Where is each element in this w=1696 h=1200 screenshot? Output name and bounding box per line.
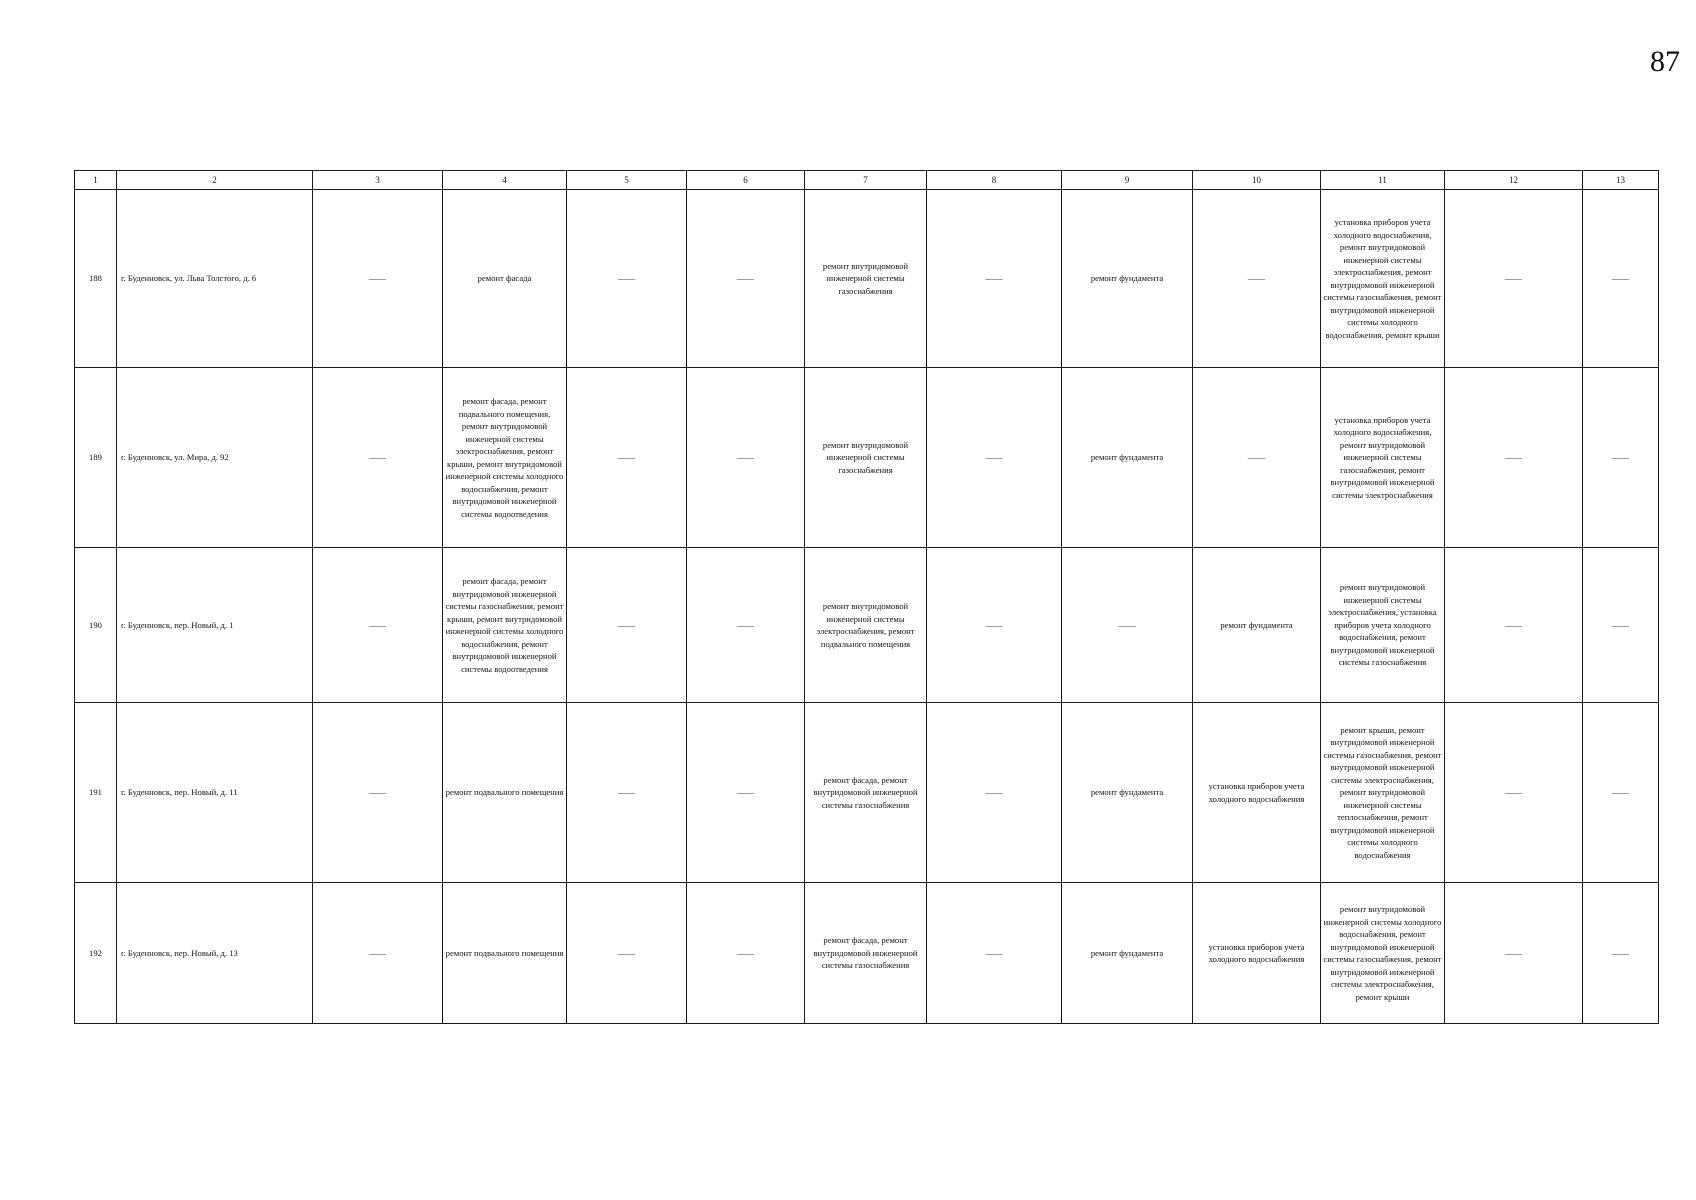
table-cell: ремонт внутридомовой инженерной системы электроснабжения, ремонт подвального помещения [805, 548, 927, 703]
table-cell: —— [1193, 368, 1321, 548]
table-cell: ремонт фасада, ремонт внутридомовой инженерной системы газоснабжения [805, 703, 927, 883]
row-number: 190 [75, 548, 117, 703]
row-number: 188 [75, 190, 117, 368]
table-cell: —— [1445, 190, 1583, 368]
table-cell: установка приборов учета холодного водоснабжения [1193, 703, 1321, 883]
column-header: 3 [313, 171, 443, 190]
address-cell: г. Буденновск, пер. Новый, д. 1 [117, 548, 313, 703]
table-cell: —— [1583, 703, 1659, 883]
table-cell: —— [313, 548, 443, 703]
table-row [75, 548, 1659, 703]
column-header: 5 [567, 171, 687, 190]
table-cell: ремонт фасада [443, 190, 567, 368]
table-cell: ремонт крыши, ремонт внутридомовой инженерной системы газоснабжения, ремонт внутридомовой инженерной системы электроснабжения, ремонт внутридомовой инженерной системы теплоснабжения, ремонт внутридомовой инженерной системы холодного водоснабжения [1321, 703, 1445, 883]
table-cell: —— [1445, 368, 1583, 548]
table-cell: —— [313, 190, 443, 368]
table-cell: ремонт фундамента [1062, 883, 1193, 1024]
table-cell: —— [1583, 368, 1659, 548]
table-cell: —— [687, 368, 805, 548]
table-cell: —— [687, 883, 805, 1024]
table-cell: ремонт внутридомовой инженерной системы холодного водоснабжения, ремонт внутридомовой инженерной системы газоснабжения, ремонт внутридомовой инженерной системы электроснабжения, ремонт крыши [1321, 883, 1445, 1024]
table-row [75, 190, 1659, 368]
table-cell: ремонт подвального помещения [443, 703, 567, 883]
table-cell: —— [687, 190, 805, 368]
column-number-row [75, 171, 1659, 190]
table-cell: —— [1193, 190, 1321, 368]
column-header: 4 [443, 171, 567, 190]
table-cell: —— [1583, 883, 1659, 1024]
repair-register-table [74, 170, 1659, 1024]
table-cell: —— [1583, 548, 1659, 703]
table-cell: —— [1445, 548, 1583, 703]
table-cell: —— [927, 703, 1062, 883]
table-cell: —— [567, 190, 687, 368]
table-cell: ремонт фундамента [1193, 548, 1321, 703]
table-cell: —— [1445, 703, 1583, 883]
column-header: 1 [75, 171, 117, 190]
column-header: 12 [1445, 171, 1583, 190]
table-cell: —— [567, 883, 687, 1024]
table-cell: —— [927, 883, 1062, 1024]
table-cell: ремонт фасада, ремонт внутридомовой инженерной системы газоснабжения, ремонт крыши, ремонт внутридомовой инженерной системы холодного водоснабжения, ремонт внутридомовой инженерной системы водоотведения [443, 548, 567, 703]
table-cell: ремонт фасада, ремонт подвального помещения, ремонт внутридомовой инженерной системы электроснабжения, ремонт крыши, ремонт внутридомовой инженерной системы холодного водоснабжения, ремонт внутридомовой инженерной системы водоотведения [443, 368, 567, 548]
table-cell: —— [567, 368, 687, 548]
table-cell: —— [313, 368, 443, 548]
table-cell: ремонт внутридомовой инженерной системы электроснабжения, установка приборов учета холодного водоснабжения, ремонт внутридомовой инженерной системы газоснабжения [1321, 548, 1445, 703]
table-cell: —— [687, 548, 805, 703]
table-cell: —— [313, 703, 443, 883]
table-cell: —— [927, 368, 1062, 548]
column-header: 7 [805, 171, 927, 190]
table-cell: ремонт внутридомовой инженерной системы газоснабжения [805, 368, 927, 548]
table-cell: ремонт фундамента [1062, 190, 1193, 368]
address-cell: г. Буденновск, пер. Новый, д. 13 [117, 883, 313, 1024]
table-cell: ремонт фундамента [1062, 703, 1193, 883]
table-cell: —— [567, 548, 687, 703]
table-cell: установка приборов учета холодного водоснабжения, ремонт внутридомовой инженерной системы электроснабжения, ремонт внутридомовой инженерной системы газоснабжения, ремонт внутридомовой инженерной системы холодного водоснабжения, ремонт крыши [1321, 190, 1445, 368]
column-header: 11 [1321, 171, 1445, 190]
table-cell: ремонт фасада, ремонт внутридомовой инженерной системы газоснабжения [805, 883, 927, 1024]
column-header: 10 [1193, 171, 1321, 190]
table-cell: —— [313, 883, 443, 1024]
column-header: 8 [927, 171, 1062, 190]
table-cell: установка приборов учета холодного водоснабжения [1193, 883, 1321, 1024]
table-cell: ремонт фундамента [1062, 368, 1193, 548]
table-cell: установка приборов учета холодного водоснабжения, ремонт внутридомовой инженерной системы газоснабжения, ремонт внутридомовой инженерной системы электроснабжения [1321, 368, 1445, 548]
table-cell: —— [1445, 883, 1583, 1024]
table-cell: —— [687, 703, 805, 883]
table-cell: —— [927, 548, 1062, 703]
address-cell: г. Буденновск, ул. Мира, д. 92 [117, 368, 313, 548]
row-number: 192 [75, 883, 117, 1024]
table-row [75, 883, 1659, 1024]
column-header: 13 [1583, 171, 1659, 190]
table-row [75, 703, 1659, 883]
column-header: 6 [687, 171, 805, 190]
row-number: 189 [75, 368, 117, 548]
column-header: 9 [1062, 171, 1193, 190]
address-cell: г. Буденновск, ул. Льва Толстого, д. 6 [117, 190, 313, 368]
column-header: 2 [117, 171, 313, 190]
table-cell: —— [1583, 190, 1659, 368]
address-cell: г. Буденновск, пер. Новый, д. 11 [117, 703, 313, 883]
table-cell: —— [1062, 548, 1193, 703]
table-row [75, 368, 1659, 548]
row-number: 191 [75, 703, 117, 883]
table-cell: —— [567, 703, 687, 883]
table-cell: ремонт внутридомовой инженерной системы газоснабжения [805, 190, 927, 368]
table-cell: ремонт подвального помещения [443, 883, 567, 1024]
table-cell: —— [927, 190, 1062, 368]
page-number: 87 [1650, 45, 1680, 78]
